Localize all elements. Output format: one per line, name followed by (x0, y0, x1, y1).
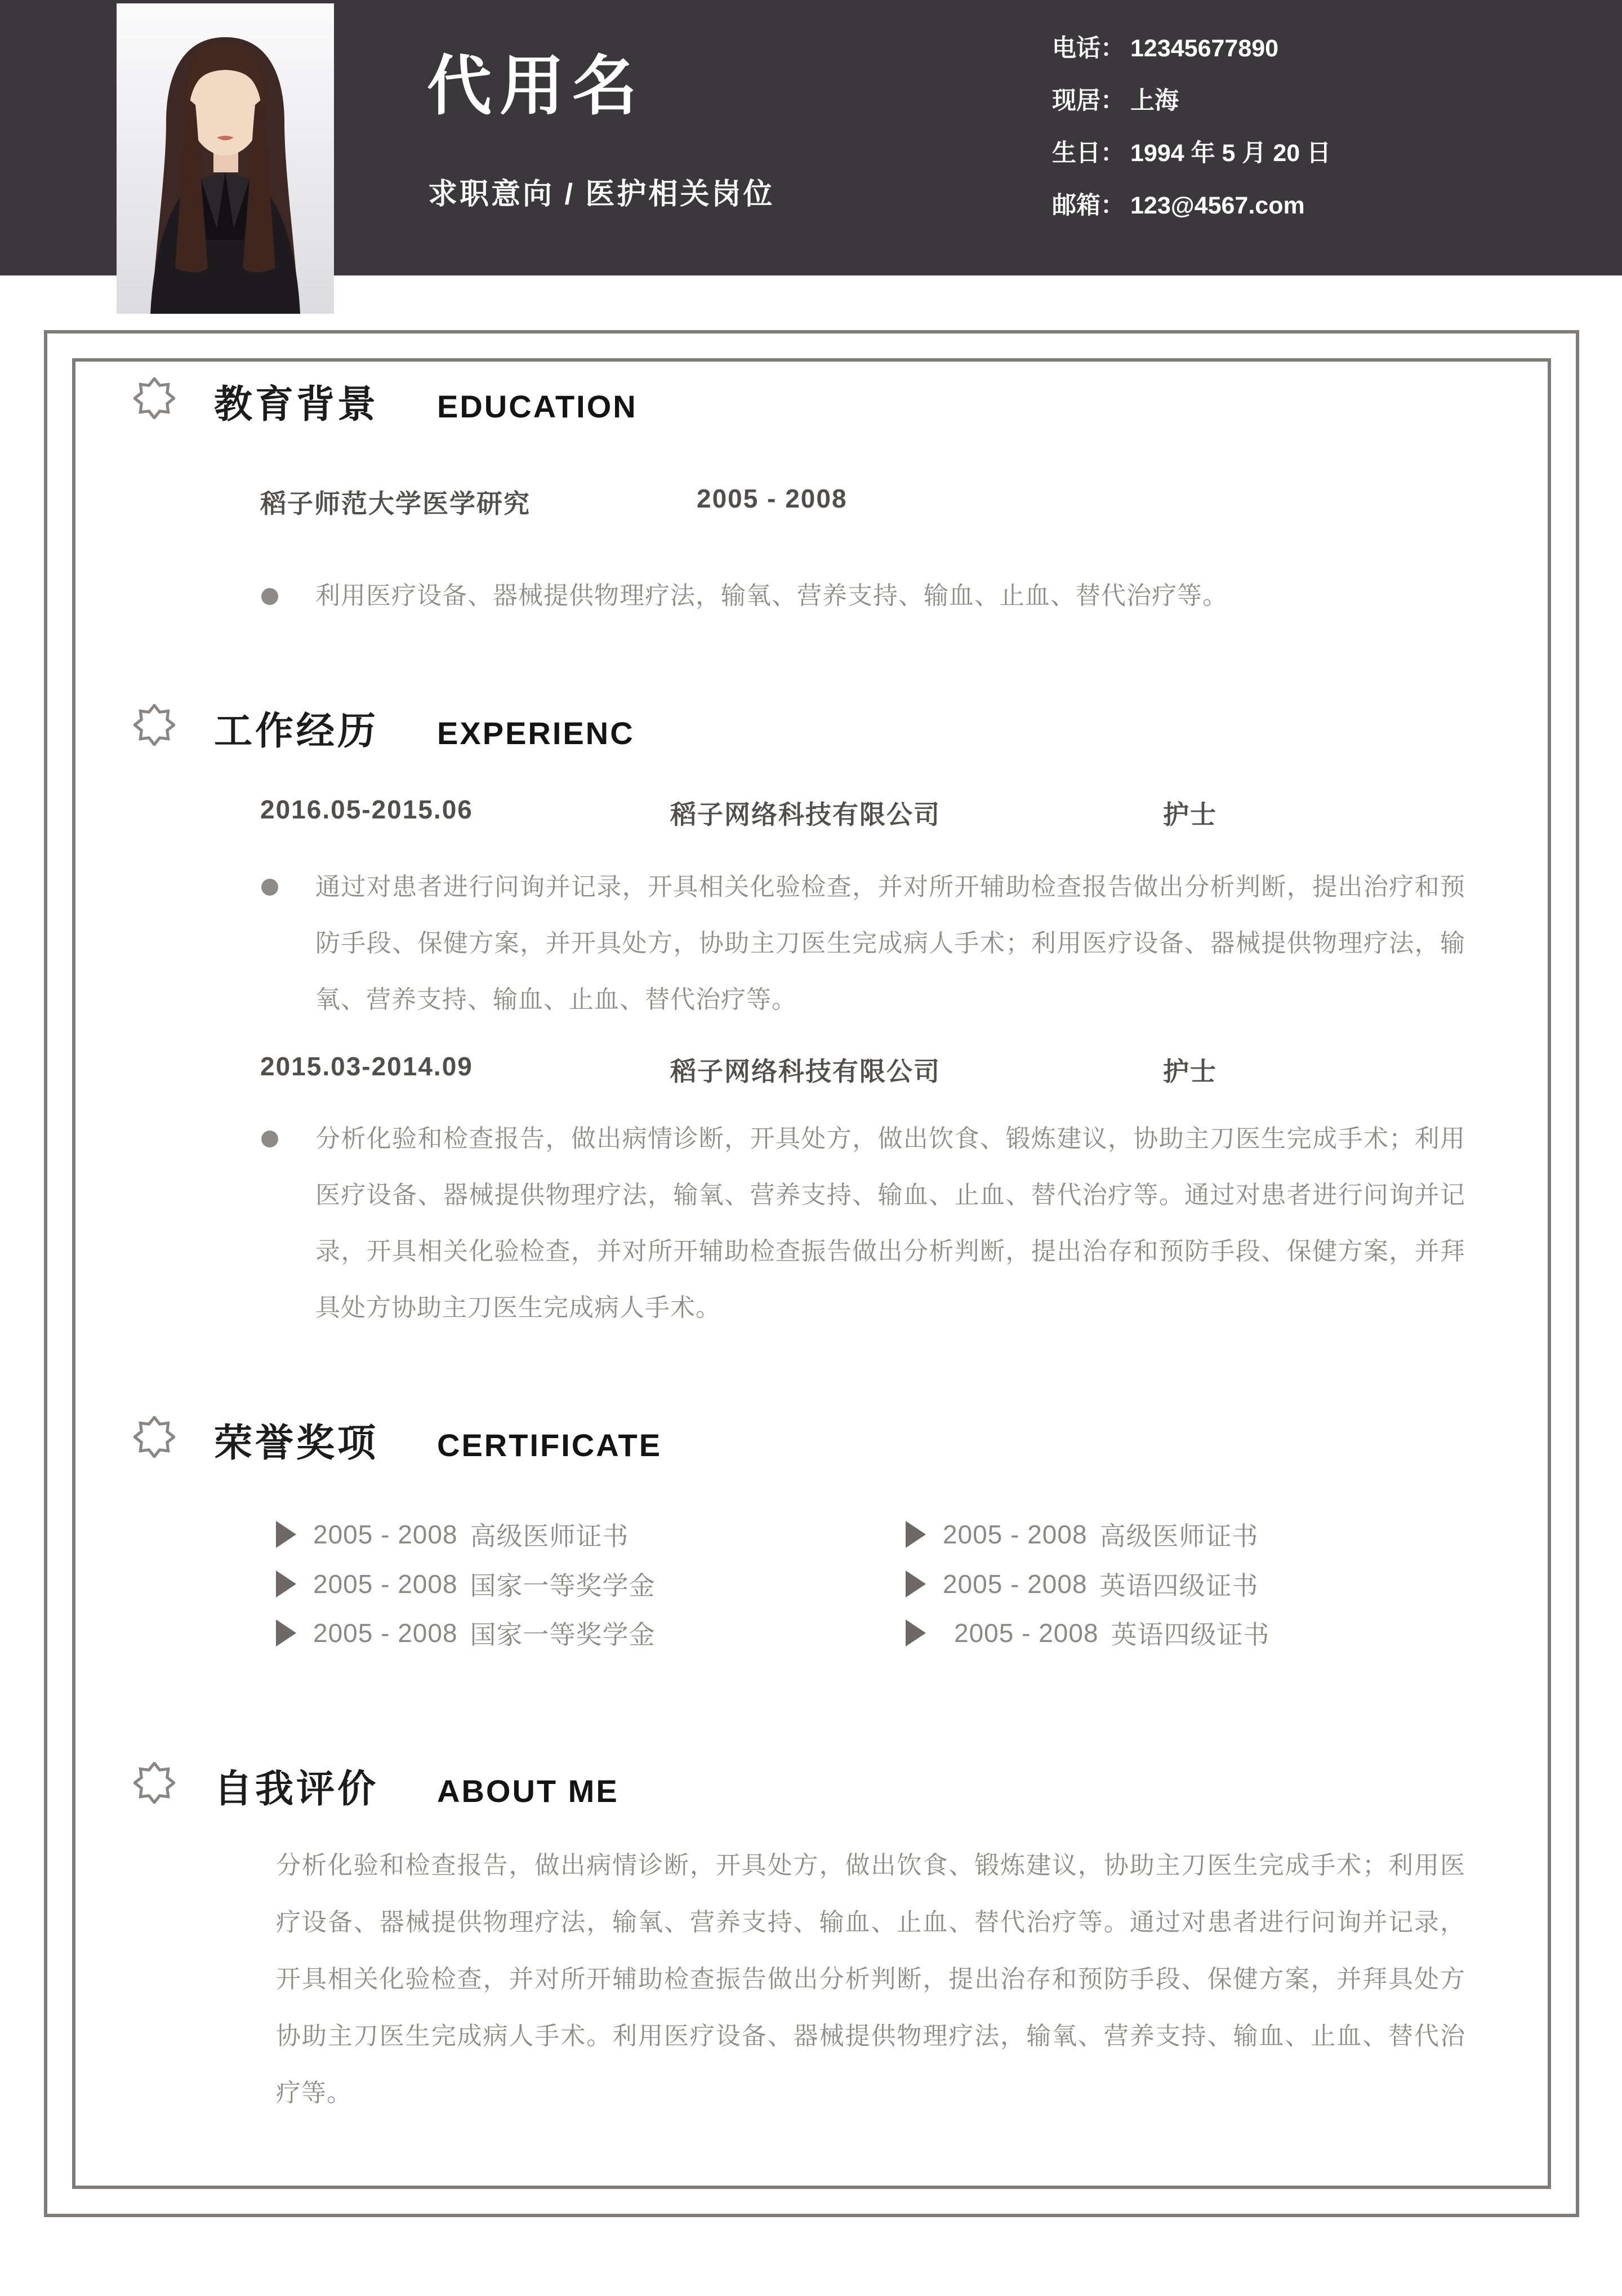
triangle-bullet-icon (906, 1619, 926, 1647)
experience-title-zh: 工作经历 (214, 710, 379, 753)
job-intention: 求职意向 / 医护相关岗位 (428, 178, 775, 211)
certificate-period: 2005 - 2008 (943, 1520, 1088, 1549)
certificate-item (906, 1519, 1259, 1550)
triangle-bullet-icon (906, 1521, 926, 1548)
bullet-icon (261, 588, 278, 605)
bullet-icon (261, 879, 278, 896)
certificate-name: 国家一等奖学金 (470, 1620, 656, 1649)
certificate-name: 英语四级证书 (1111, 1620, 1270, 1649)
certificate-item (906, 1568, 1259, 1600)
entry-role: 护士 (1163, 800, 1217, 829)
star-badge-icon (133, 377, 175, 419)
candidate-name: 代用名 (427, 50, 645, 122)
certificate-period: 2005 - 2008 (313, 1520, 458, 1549)
birthday-label: 生日： (1052, 140, 1125, 167)
email-label: 邮箱： (1052, 192, 1125, 219)
section-title-about (214, 1768, 619, 1810)
star-badge-icon (133, 704, 175, 746)
certificate-period: 2005 - 2008 (943, 1569, 1088, 1599)
education-title-en: EDUCATION (437, 389, 638, 424)
section-title-education (214, 383, 638, 426)
certificate-name: 国家一等奖学金 (470, 1571, 656, 1600)
school-name: 稻子师范大学医学研究 (260, 489, 531, 518)
star-badge-icon (133, 1416, 175, 1458)
triangle-bullet-icon (276, 1570, 296, 1598)
about-title-en: ABOUT ME (437, 1773, 619, 1809)
education-title-zh: 教育背景 (214, 383, 379, 426)
experience-detail: 通过对患者进行问询并记录，开具相关化验检查，并对所开辅助检查报告做出分析判断，提出治疗和预防手段、保健方案，并开具处方，协助主刀医生完成病人手术；利用医疗设备、器械提供物理疗法，输氧、营养支持、输血、止血、替代治疗等。 (315, 873, 1465, 1013)
certificate-name: 英语四级证书 (1099, 1571, 1259, 1600)
about-title-zh: 自我评价 (214, 1768, 379, 1810)
contact-phone (1052, 34, 1331, 86)
certificate-name: 高级医师证书 (470, 1521, 629, 1551)
email-value: 123@4567.com (1130, 192, 1305, 219)
certificate-period: 2005 - 2008 (313, 1618, 458, 1648)
certificate-period: 2005 - 2008 (313, 1569, 458, 1599)
certificate-title-zh: 荣誉奖项 (214, 1422, 379, 1465)
section-title-experience (214, 710, 635, 753)
entry-period: 2015.03-2014.09 (260, 1052, 473, 1081)
entry-period: 2016.05-2015.06 (260, 795, 473, 824)
certificate-item (906, 1617, 1270, 1649)
certificate-title-en: CERTIFICATE (437, 1427, 662, 1463)
contact-birthday (1052, 139, 1331, 191)
about-text: 分析化验和检查报告，做出病情诊断，开具处方，做出饮食、锻炼建议，协助主刀医生完成手术；利用医疗设备、器械提供物理疗法，输氧、营养支持、输血、止血、替代治疗等。通过对患者进行问询并记录，开具相关化验检查，并对所开辅助检查振告做出分析判断，提出治存和预防手段、保健方案，并拜具处方协助主刀医生完成病人手术。利用医疗设备、器械提供物理疗法，输氧、营养支持、输血、止血、替代治疗等。 (276, 1852, 1465, 2107)
certificate-item (276, 1519, 629, 1550)
profile-photo (117, 3, 334, 314)
bullet-icon (261, 1131, 278, 1147)
birthday-value: 1994 年 5 月 20 日 (1130, 140, 1331, 167)
portrait-illustration (117, 3, 334, 314)
experience-title-en: EXPERIENC (437, 715, 635, 751)
triangle-bullet-icon (276, 1521, 296, 1548)
certificate-item (276, 1617, 656, 1649)
phone-label: 电话： (1052, 35, 1125, 62)
contact-city (1052, 86, 1331, 139)
entry-role: 护士 (1163, 1057, 1217, 1086)
certificate-name: 高级医师证书 (1099, 1521, 1259, 1551)
contact-info (1052, 34, 1331, 243)
section-title-certificate (214, 1422, 662, 1465)
triangle-bullet-icon (276, 1619, 296, 1647)
education-detail: 利用医疗设备、器械提供物理疗法，输氧、营养支持、输血、止血、替代治疗等。 (315, 582, 1228, 609)
city-label: 现居： (1052, 87, 1125, 114)
entry-company: 稻子网络科技有限公司 (670, 1057, 941, 1086)
experience-detail: 分析化验和检查报告，做出病情诊断，开具处方，做出饮食、锻炼建议，协助主刀医生完成手术；利用医疗设备、器械提供物理疗法，输氧、营养支持、输血、止血、替代治疗等。通过对患者进行问询并记录，开具相关化验检查，并对所开辅助检查振告做出分析判断，提出治存和预防手段、保健方案，并拜具处方协助主刀医生完成病人手术。 (315, 1125, 1465, 1321)
contact-email (1052, 191, 1331, 243)
city-value: 上海 (1130, 87, 1179, 114)
entry-company: 稻子网络科技有限公司 (670, 800, 941, 829)
triangle-bullet-icon (906, 1570, 926, 1598)
star-badge-icon (133, 1762, 175, 1804)
certificate-item (276, 1568, 656, 1600)
phone-value: 12345677890 (1130, 35, 1279, 62)
education-period: 2005 - 2008 (697, 484, 848, 513)
certificate-period: 2005 - 2008 (954, 1618, 1099, 1648)
